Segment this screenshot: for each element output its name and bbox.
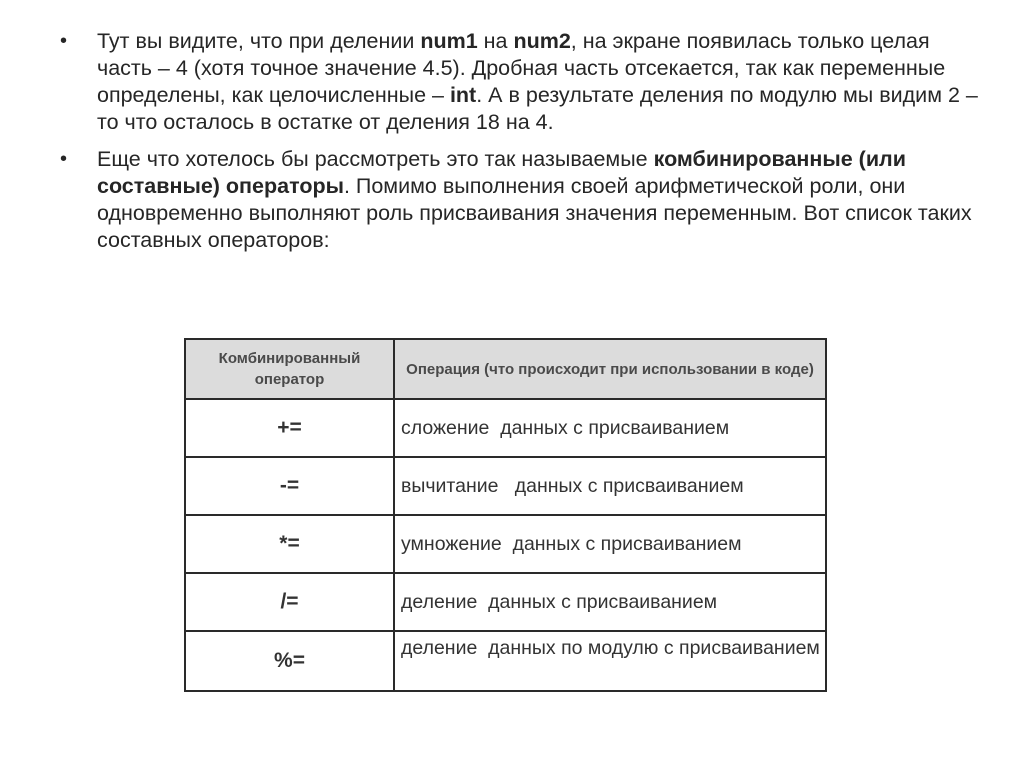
operator-cell: -= [185,457,394,515]
table-row [185,631,826,691]
bullet-dot: • [60,148,68,170]
table-row [185,399,826,457]
operator-cell: %= [185,631,394,691]
description-cell: вычитание данных с присваиванием [394,457,826,515]
description-cell: сложение данных с присваиванием [394,399,826,457]
bullet-text: Еще что хотелось бы рассмотреть это так называемые комбинированные (или составные) операторы. Помимо выполнения своей арифметической роли, они одновременно выполняют роль присваивания значения переменным. Вот список таких составных операторов: [97,147,972,252]
bullet-list [60,28,980,264]
bullet-text: Тут вы видите, что при делении num1 на num2, на экране появилась только целая часть – 4 (хотя точное значение 4.5). Дробная часть отсекается, так как переменные определены, как целочисленные – int. А в результате деления по модулю мы видим 2 – то что осталось в остатке от деления 18 на 4. [97,29,978,134]
bullet-item-2 [60,146,980,254]
description-cell: деление данных по модулю с присваиванием [394,631,826,691]
code-term-num2: num2 [513,29,571,53]
operator-cell: /= [185,573,394,631]
table-row [185,573,826,631]
table-header-row [185,339,826,399]
code-term-num1: num1 [420,29,478,53]
bold-term: комбинированные (или составные) операторы [97,147,906,198]
operators-table-wrap [184,338,827,690]
header-operation: Операция (что происходит при использовании в коде) [394,339,826,399]
table-row [185,515,826,573]
code-term-int: int [449,83,477,107]
operator-cell: *= [185,515,394,573]
bullet-dot: • [60,30,68,52]
description-cell: умножение данных с присваиванием [394,515,826,573]
header-operator: Комбинированный оператор [185,339,394,399]
description-cell: деление данных с присваиванием [394,573,826,631]
operators-table [184,338,827,692]
table-row [185,457,826,515]
bullet-item-1 [60,28,980,136]
operator-cell: += [185,399,394,457]
